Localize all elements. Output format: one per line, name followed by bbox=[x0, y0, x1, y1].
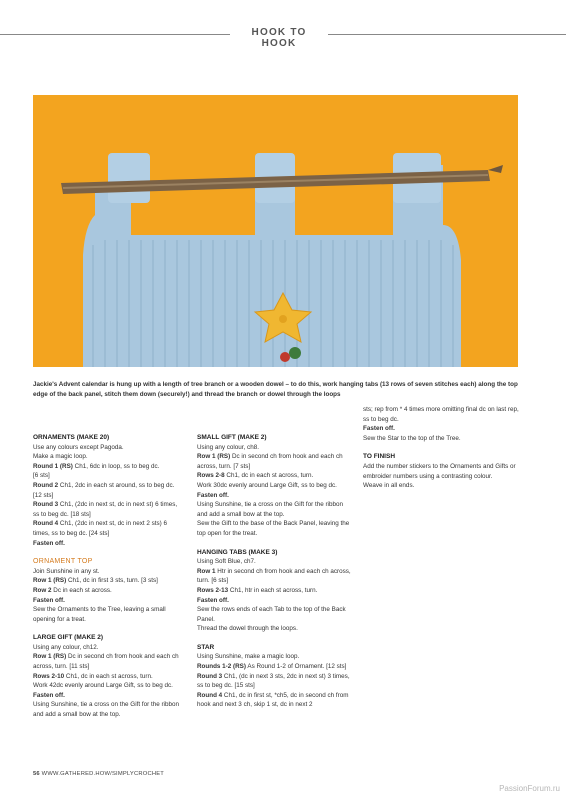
page-section-title: HOOK TO HOOK bbox=[251, 27, 307, 49]
page-footer bbox=[33, 771, 164, 777]
instruction-round-2 bbox=[33, 481, 183, 500]
instruction-row-1 bbox=[197, 567, 353, 586]
section-heading-hanging-tabs: HANGING TABS (MAKE 3) bbox=[197, 548, 278, 556]
column-2 bbox=[197, 433, 353, 710]
fasten-off bbox=[363, 424, 523, 434]
fasten-off bbox=[33, 596, 183, 606]
advent-calendar-photo bbox=[33, 95, 518, 367]
instruction-text: Ch1, (dc in next 3 sts, 2dc in next st) 3 times, ss to beg dc. [15 sts] bbox=[197, 672, 350, 690]
instruction-text: As Round 1-2 of Ornament. [12 sts] bbox=[245, 663, 347, 671]
instruction-label: Rows 2-10 bbox=[33, 672, 65, 680]
page-number: 56 bbox=[33, 771, 40, 777]
instruction-label: Row 2 bbox=[33, 586, 52, 594]
instruction-round-4 bbox=[33, 519, 183, 538]
instruction-label: Row 1 (RS) bbox=[33, 653, 67, 661]
text-line: Sew the Ornaments to the Tree, leaving a small opening for a treat. bbox=[33, 606, 166, 623]
section-heading-star: STAR bbox=[197, 643, 215, 651]
instruction-row-1 bbox=[33, 652, 183, 671]
instruction-label: Row 1 bbox=[197, 567, 216, 575]
instruction-text: Dc in second ch from hook and each ch across, turn. [7 sts] bbox=[197, 453, 343, 470]
instruction-label: Row 1 (RS) bbox=[197, 453, 231, 461]
instruction-text: Ch1, (2dc in next st, dc in next 2 sts) 6 times, ss to beg dc. [24 sts] bbox=[33, 520, 168, 537]
instruction-rows-2-13 bbox=[197, 586, 353, 596]
fasten-off-text: Fasten off. bbox=[33, 596, 65, 604]
fasten-off-text: Fasten off. bbox=[197, 491, 229, 499]
text-line: Sew the Gift to the base of the Back Panel, leaving the top open for the treat. bbox=[197, 520, 350, 537]
instruction-label: Rows 2-13 bbox=[197, 586, 229, 594]
text-line: Use any colours except Pagoda. bbox=[33, 443, 124, 451]
instruction-row-2 bbox=[33, 586, 183, 596]
instruction-row-1 bbox=[33, 576, 183, 586]
instruction-text: Ch1, dc in first 3 sts, turn. [3 sts] bbox=[66, 577, 158, 585]
column-1 bbox=[33, 433, 183, 720]
instruction-round-4 bbox=[197, 691, 353, 710]
text-line: Join Sunshine in any st. bbox=[33, 567, 100, 575]
column-3 bbox=[363, 405, 523, 491]
fasten-off bbox=[33, 691, 183, 701]
fasten-off-text: Fasten off. bbox=[33, 539, 65, 547]
instruction-text: Ch1, htr in each st across, turn. bbox=[228, 586, 318, 594]
text-line: Weave in all ends. bbox=[363, 482, 415, 490]
text-line: Add the number stickers to the Ornaments and Gifts or embroider numbers using a contrasting colour. bbox=[363, 462, 516, 480]
instruction-text: Htr in second ch from hook and each ch across, turn. [6 sts] bbox=[197, 567, 351, 585]
fasten-off-text: Fasten off. bbox=[33, 691, 65, 699]
fasten-off bbox=[197, 491, 353, 501]
instruction-label: Row 1 (RS) bbox=[33, 577, 67, 585]
fasten-off-text: Fasten off. bbox=[197, 596, 229, 604]
text-line: Make a magic loop. bbox=[33, 453, 88, 461]
photo-caption: Jackie's Advent calendar is hung up with a length of tree branch or a wooden dowel – to do this, work hanging tabs (13 rows of seven stitches each) along the top edge of the back panel, stitch them down (securely!) and thread the branch or dowel through the loops bbox=[33, 381, 518, 398]
text-line: Using any colour, ch12. bbox=[33, 643, 99, 651]
instruction-text: Ch1, 6dc in loop, ss to beg dc. bbox=[72, 462, 160, 470]
text-line: Sew the Star to the top of the Tree. bbox=[363, 434, 461, 442]
text-line: sts; rep from * 4 times more omitting final dc on last rep, ss to beg dc. bbox=[363, 406, 519, 423]
instruction-label: Rows 2-8 bbox=[197, 472, 225, 480]
text-line: Using Soft Blue, ch7. bbox=[197, 558, 256, 566]
instruction-text: Ch1, 2dc in each st around, ss to beg dc. [12 sts] bbox=[33, 481, 175, 499]
instruction-text: Dc in second ch from hook and each ch across, turn. [11 sts] bbox=[33, 653, 179, 671]
instruction-round-3 bbox=[197, 672, 353, 691]
section-heading-ornament-top: ORNAMENT TOP bbox=[33, 558, 93, 566]
text-line: [6 sts] bbox=[33, 472, 50, 480]
instruction-text: Ch1, dc in first st, *ch5, dc in second ch from hook and next 3 ch, skip 1 st, dc in next 2 bbox=[197, 691, 349, 709]
instruction-text: Ch1, dc in each st across, turn. bbox=[224, 472, 314, 480]
instruction-label: Round 4 bbox=[33, 520, 59, 528]
header-rule-left bbox=[0, 34, 230, 35]
text-line: Using Sunshine, tie a cross on the Gift for the ribbon and add a small bow at the top. bbox=[197, 501, 343, 518]
text-line: Using any colour, ch8. bbox=[197, 443, 259, 451]
instruction-rows-2-10 bbox=[33, 672, 183, 682]
header-rule-right bbox=[328, 34, 566, 35]
instruction-label: Round 1 (RS) bbox=[33, 462, 73, 470]
instruction-row-1 bbox=[197, 452, 353, 471]
footer-url[interactable]: WWW.GATHERED.HOW/SIMPLYCROCHET bbox=[41, 771, 165, 777]
instruction-text: Ch1, (2dc in next st, dc in next st) 6 times, ss to beg dc. [18 sts] bbox=[33, 501, 178, 518]
instruction-rounds-1-2 bbox=[197, 662, 353, 672]
text-line: Using Sunshine, tie a cross on the Gift for the ribbon and add a small bow at the top. bbox=[33, 701, 179, 719]
text-line: Sew the rows ends of each Tab to the top of the Back Panel. bbox=[197, 606, 346, 623]
instruction-label: Rounds 1-2 (RS) bbox=[197, 663, 246, 671]
instruction-rows-2-8 bbox=[197, 471, 353, 481]
section-heading-small-gift: SMALL GIFT (MAKE 2) bbox=[197, 434, 267, 441]
text-line: Using Sunshine, make a magic loop. bbox=[197, 653, 300, 661]
instruction-round-3 bbox=[33, 500, 183, 519]
watermark: PassionForum.ru bbox=[499, 784, 560, 793]
instruction-label: Round 2 bbox=[33, 481, 59, 489]
instruction-label: Round 3 bbox=[197, 672, 223, 680]
instruction-text: Dc in each st across. bbox=[51, 586, 112, 594]
instruction-label: Round 3 bbox=[33, 501, 59, 509]
instruction-text: Ch1, dc in each st across, turn. bbox=[64, 672, 153, 680]
text-line: Work 30dc evenly around Large Gift, ss to beg dc. bbox=[197, 481, 337, 489]
section-heading-ornaments: ORNAMENTS (MAKE 20) bbox=[33, 434, 110, 441]
fasten-off-text: Fasten off. bbox=[363, 425, 395, 433]
fasten-off bbox=[197, 596, 353, 606]
fasten-off bbox=[33, 539, 183, 549]
text-line: Work 42dc evenly around Large Gift, ss to beg dc. bbox=[33, 682, 173, 690]
instruction-label: Round 4 bbox=[197, 691, 223, 699]
text-line: Thread the dowel through the loops. bbox=[197, 625, 298, 633]
section-heading-to-finish: TO FINISH bbox=[363, 453, 396, 461]
section-heading-large-gift: LARGE GIFT (MAKE 2) bbox=[33, 634, 104, 642]
instruction-round-1 bbox=[33, 462, 183, 472]
